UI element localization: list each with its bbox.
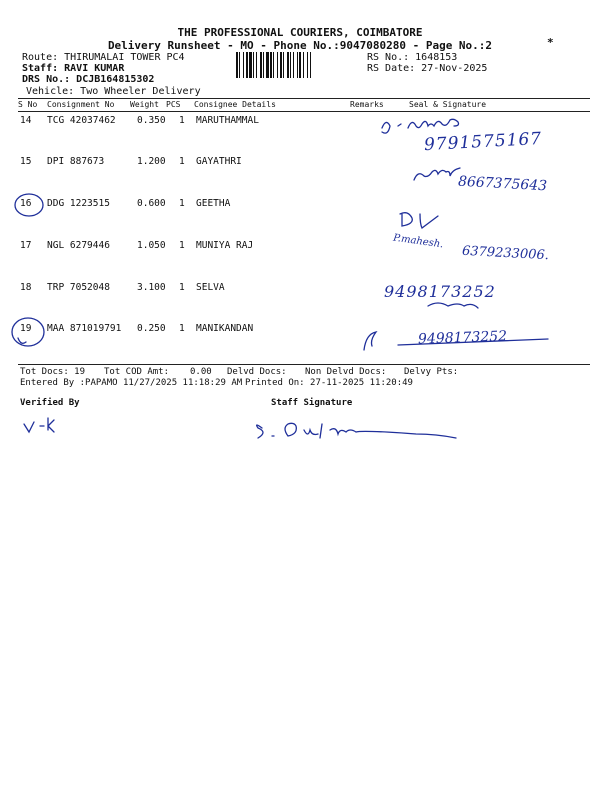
row-consignment: DPI 887673 — [47, 156, 105, 167]
signature-scribble — [382, 119, 459, 133]
col-sno: S No — [18, 100, 38, 109]
row-pcs: 1 — [179, 198, 185, 209]
asterisk-mark: * — [547, 36, 554, 49]
delivery-points: Delvy Pts: — [404, 367, 459, 377]
entered-by: Entered By :PAPAMO 11/27/2025 11:18:29 AM — [20, 378, 243, 388]
row-consignee: GAYATHRI — [196, 156, 242, 167]
phone-handwritten: 9498173252 — [417, 328, 508, 348]
staff-label: Staff: RAVI KUMAR — [22, 63, 125, 74]
row-sno: 18 — [20, 282, 32, 293]
staff-signature-scribble — [257, 423, 456, 438]
phone-handwritten: 8667375643 — [457, 173, 548, 195]
signature-scribble — [414, 168, 460, 180]
col-pcs: PCS — [166, 100, 181, 109]
row-sno: 17 — [20, 240, 32, 251]
vehicle-label: Vehicle: Two Wheeler Delivery — [26, 86, 201, 97]
row-consignment: MAA 871019791 — [47, 323, 122, 334]
row-weight: 0.250 — [137, 323, 166, 334]
row-pcs: 1 — [179, 323, 185, 334]
route-label: Route: THIRUMALAI TOWER PC4 — [22, 52, 185, 63]
phone-handwritten: 9498173252 — [384, 282, 496, 301]
row-consignee: MARUTHAMMAL — [196, 115, 259, 126]
total-cod-amount: 0.00 — [190, 367, 212, 377]
row-consignee: MUNIYA RAJ — [196, 240, 254, 251]
circle-mark — [15, 194, 43, 216]
row-consignee: MANIKANDAN — [196, 323, 254, 334]
circle-mark — [12, 318, 44, 346]
col-remarks: Remarks — [350, 100, 384, 109]
row-consignment: TCG 42037462 — [47, 115, 116, 126]
row-weight: 0.350 — [137, 115, 166, 126]
verifier-initials — [24, 418, 54, 432]
rs-number: RS No.: 1648153 — [367, 52, 458, 63]
row-consignee: SELVA — [196, 282, 225, 293]
company-title: THE PROFESSIONAL COURIERS, COIMBATORE — [177, 26, 423, 39]
pen-stroke — [18, 338, 26, 343]
non-delivered-docs: Non Delvd Docs: — [305, 367, 387, 377]
row-pcs: 1 — [179, 240, 185, 251]
col-weight: Weight — [130, 100, 159, 109]
row-sno: 15 — [20, 156, 32, 167]
row-weight: 0.600 — [137, 198, 166, 209]
row-weight: 1.200 — [137, 156, 166, 167]
name-handwritten: P.mahesh. — [392, 232, 444, 251]
row-sno: 19 — [20, 323, 32, 334]
drs-number: DRS No.: DCJB164815302 — [22, 74, 155, 85]
printed-on: Printed On: 27-11-2025 11:20:49 — [245, 378, 413, 388]
row-weight: 3.100 — [137, 282, 166, 293]
col-consignment: Consignment No — [47, 100, 115, 109]
total-docs: Tot Docs: 19 — [20, 367, 86, 377]
row-pcs: 1 — [179, 115, 185, 126]
table-bottom-rule — [18, 364, 590, 365]
row-pcs: 1 — [179, 156, 185, 167]
row-consignee: GEETHA — [196, 198, 231, 209]
row-weight: 1.050 — [137, 240, 166, 251]
staff-signature-label: Staff Signature — [271, 398, 353, 408]
signature-scribble — [428, 303, 478, 308]
total-cod-label: Tot COD Amt: — [104, 367, 170, 377]
row-pcs: 1 — [179, 282, 185, 293]
row-consignment: TRP 7052048 — [47, 282, 110, 293]
runsheet-subtitle: Delivery Runsheet - MO - Phone No.:9047080280 - Page No.:2 — [107, 39, 493, 52]
row-consignment: DDG 1223515 — [47, 198, 110, 209]
col-consignee: Consignee Details — [194, 100, 276, 109]
phone-handwritten: 9791575167 — [423, 128, 543, 156]
phone-handwritten: 6379233006. — [461, 243, 550, 264]
row-sno: 14 — [20, 115, 32, 126]
verified-by-label: Verified By — [20, 398, 80, 408]
col-seal: Seal & Signature — [409, 100, 487, 109]
row-consignment: NGL 6279446 — [47, 240, 110, 251]
signature-scribble — [400, 213, 438, 228]
rs-date: RS Date: 27-Nov-2025 — [367, 63, 488, 74]
delivered-docs: Delvd Docs: — [227, 367, 287, 377]
row-sno: 16 — [20, 198, 32, 209]
